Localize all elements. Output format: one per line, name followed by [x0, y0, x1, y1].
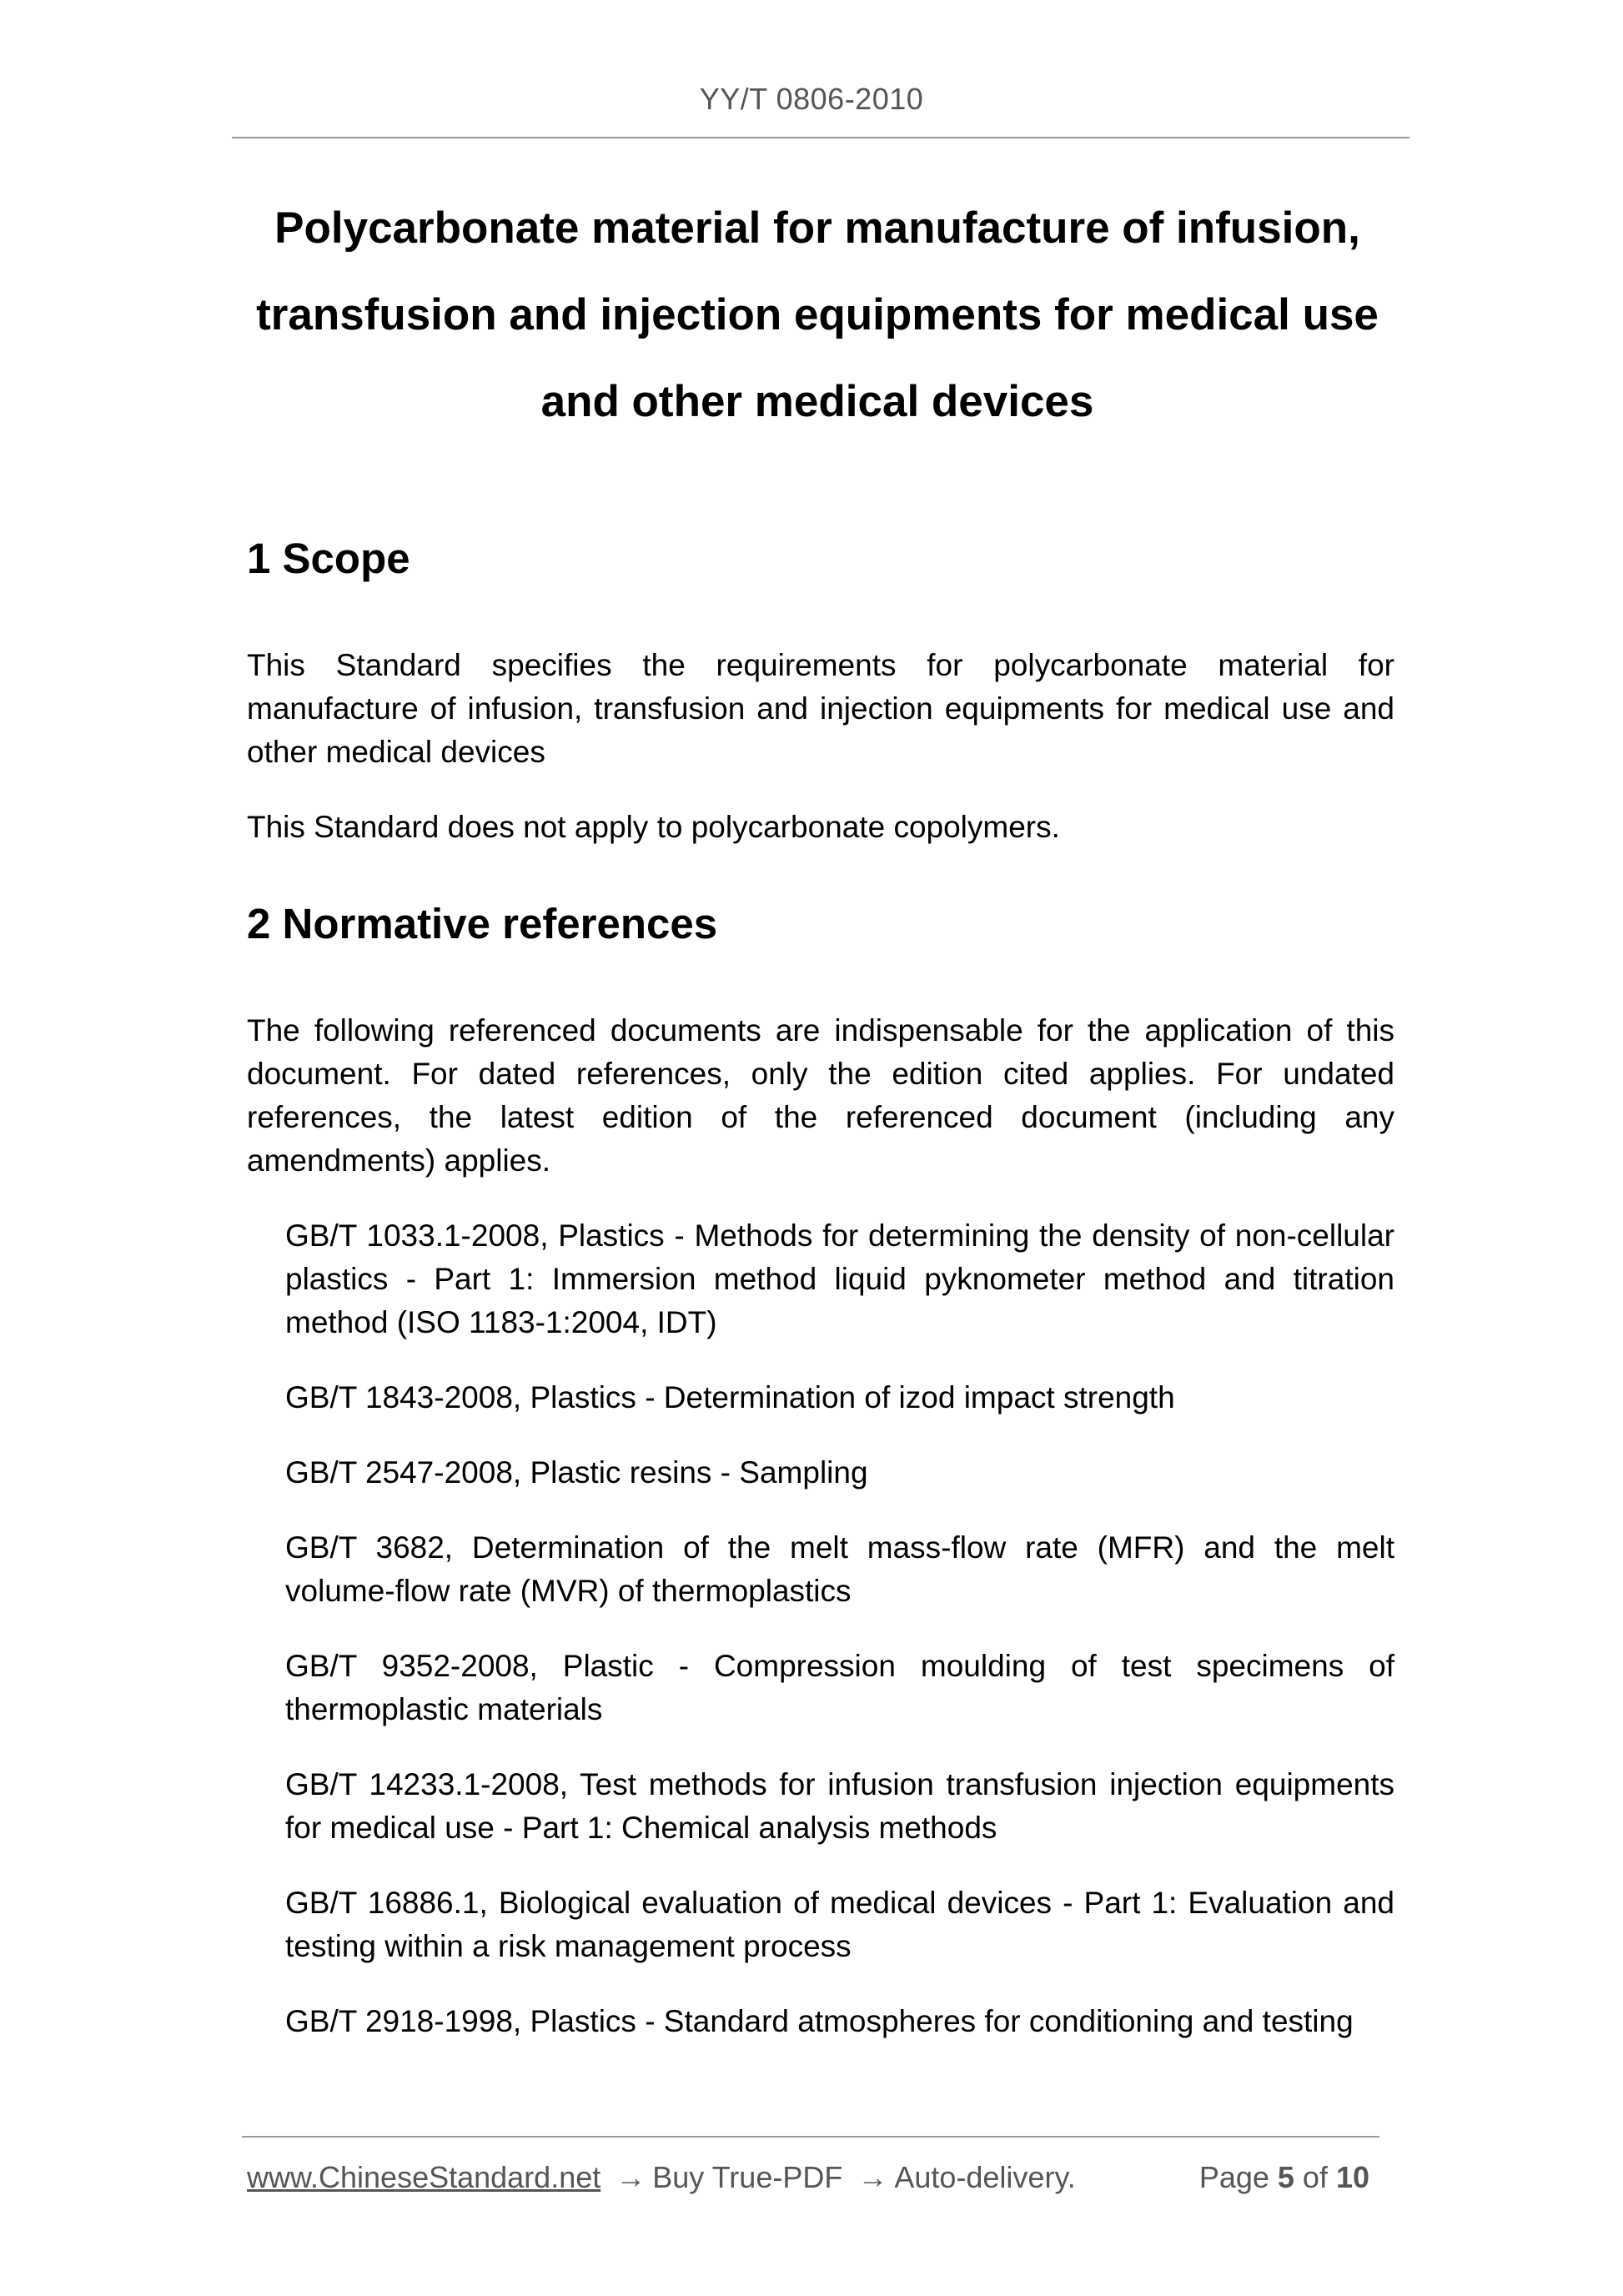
footer-divider [242, 2136, 1379, 2138]
of-label: of [1302, 2160, 1328, 2194]
current-page-number: 5 [1277, 2160, 1294, 2194]
reference-list [247, 1214, 1394, 2043]
title-line: and other medical devices [540, 377, 1094, 426]
section-heading-scope: 1 Scope [247, 535, 410, 582]
website-link[interactable]: www.ChineseStandard.net [247, 2160, 601, 2194]
page-indicator [1199, 2160, 1378, 2195]
arrow-right-icon: → [616, 2160, 646, 2194]
document-body [247, 525, 1394, 2075]
document-title [217, 185, 1418, 445]
reference-item: GB/T 2918-1998, Plastics - Standard atmospheres for conditioning and testing [285, 2004, 1354, 2038]
reference-item: GB/T 9352-2008, Plastic - Compression moulding of test specimens of thermoplastic materials [285, 1649, 1394, 1726]
reference-item: GB/T 1033.1-2008, Plastics - Methods for determining the density of non-cellular plastics - Part 1: Immersion method liquid pyknometer method and titration method (ISO 1183-1:2004, IDT) [285, 1218, 1394, 1339]
title-line: Polycarbonate material for manufacture of infusion, [274, 203, 1360, 253]
footer-promo [247, 2160, 1076, 2195]
header-divider [232, 137, 1409, 138]
page-label: Page [1198, 2160, 1269, 2194]
title-line: transfusion and injection equipments for medical use [256, 290, 1379, 339]
scope-paragraph: This Standard specifies the requirements for polycarbonate material for manufacture of infusion, transfusion and injection equipments for medical use and other medical devices [247, 648, 1394, 769]
scope-paragraph: This Standard does not apply to polycarbonate copolymers. [247, 810, 1060, 844]
reference-item: GB/T 16886.1, Biological evaluation of medical devices - Part 1: Evaluation and testing within a risk management process [285, 1886, 1394, 1963]
reference-item: GB/T 3682, Determination of the melt mass-flow rate (MFR) and the melt volume-flow rate (MVR) of thermoplastics [285, 1530, 1394, 1608]
buy-pdf-text: Buy True-PDF [652, 2160, 843, 2194]
reference-item: GB/T 2547-2008, Plastic resins - Sampling [285, 1455, 868, 1490]
reference-item: GB/T 14233.1-2008, Test methods for infusion transfusion injection equipments for medical use - Part 1: Chemical analysis methods [285, 1767, 1394, 1845]
document-code: YY/T 0806-2010 [699, 82, 924, 116]
references-intro: The following referenced documents are indispensable for the application of this document. For dated references, only the edition cited applies. For undated references, the latest edition of the referenced document (including any amendments) applies. [247, 1013, 1394, 1178]
arrow-right-icon: → [857, 2160, 888, 2194]
total-pages-number: 10 [1335, 2160, 1369, 2194]
reference-item: GB/T 1843-2008, Plastics - Determination of izod impact strength [285, 1380, 1175, 1414]
section-heading-normative-references: 2 Normative references [247, 900, 718, 947]
auto-delivery-text: Auto-delivery. [894, 2160, 1076, 2194]
